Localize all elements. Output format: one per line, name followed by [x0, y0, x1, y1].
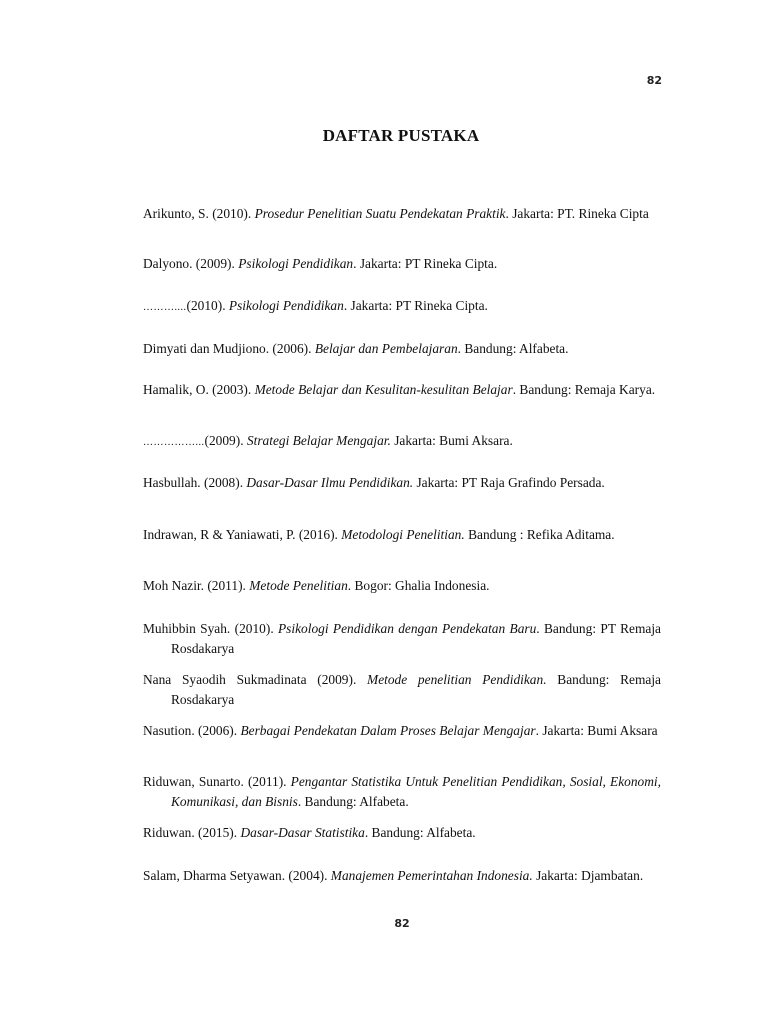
reference-item [143, 671, 661, 709]
reference-item [143, 255, 661, 275]
reference-title: Metode Penelitian [249, 578, 348, 593]
reference-item [143, 722, 661, 742]
reference-author-year: Dalyono. (2009). [143, 256, 239, 271]
reference-title: Dasar-Dasar Statistika [240, 825, 365, 840]
reference-item [143, 205, 661, 225]
reference-title: Berbagai Pendekatan Dalam Proses Belajar Mengajar [240, 723, 536, 738]
reference-item [143, 432, 661, 452]
reference-publisher: . Bogor: Ghalia Indonesia. [347, 578, 490, 593]
reference-item [143, 297, 661, 317]
reference-publisher: . Bandung: Alfabeta. [297, 794, 409, 809]
reference-publisher: Jakarta: Bumi Aksara. [390, 433, 513, 448]
reference-title: Strategi Belajar Mengajar. [246, 433, 391, 448]
reference-item [143, 474, 661, 494]
reference-title: Dasar-Dasar Ilmu Pendidikan. [246, 475, 414, 490]
reference-title: Pengantar Statistika Untuk Penelitian Pendidikan, Sosial, Ekonomi, Komunikasi, dan Bisnis [171, 774, 661, 809]
reference-author-year: Arikunto, S. (2010). [143, 206, 255, 221]
reference-item [143, 824, 661, 844]
reference-title: Prosedur Penelitian Suatu Pendekatan Praktik [254, 206, 506, 221]
reference-publisher: . Bandung: Alfabeta. [457, 341, 569, 356]
reference-item [143, 867, 661, 887]
page-number-bottom: 82 [394, 917, 410, 930]
reference-publisher: Bandung: Remaja Rosdakarya [171, 672, 662, 707]
reference-item [143, 340, 661, 360]
reference-publisher: . Bandung: Alfabeta. [364, 825, 476, 840]
reference-publisher: . Jakarta: Bumi Aksara [535, 723, 658, 738]
reference-author-year: Hamalik, O. (2003). [143, 382, 255, 397]
reference-author-year: Muhibbin Syah. (2010). [143, 621, 278, 636]
ditto-dots: ……………... [143, 437, 205, 448]
reference-item [143, 381, 661, 401]
reference-publisher: . Bandung: Remaja Karya. [512, 382, 656, 397]
reference-title: Psikologi Pendidikan [238, 256, 354, 271]
reference-item [143, 577, 661, 597]
reference-author-year: Nasution. (2006). [143, 723, 241, 738]
reference-author-year: Nana Syaodih Sukmadinata (2009). [143, 672, 368, 687]
reference-item [143, 620, 661, 658]
reference-title: Manajemen Pemerintahan Indonesia. [330, 868, 533, 883]
reference-item [143, 773, 661, 811]
reference-publisher: . Bandung: PT Remaja Rosdakarya [171, 621, 661, 656]
reference-author-year: Moh Nazir. (2011). [143, 578, 250, 593]
page-title: DAFTAR PUSTAKA [322, 126, 480, 145]
reference-author-year: Riduwan, Sunarto. (2011). [143, 774, 291, 789]
reference-publisher: Jakarta: Djambatan. [532, 868, 644, 883]
page-number-top: 82 [646, 74, 662, 87]
reference-title: Metodologi Penelitian. [341, 527, 465, 542]
ditto-dots: ……….... [143, 302, 187, 313]
reference-publisher: . Jakarta: PT. Rineka Cipta [505, 206, 649, 221]
reference-title: Metode penelitian Pendidikan. [367, 672, 547, 687]
reference-author-year: (2010). [186, 298, 229, 313]
reference-author-year: (2009). [204, 433, 247, 448]
reference-publisher: Jakarta: PT Raja Grafindo Persada. [413, 475, 605, 490]
reference-author-year: Dimyati dan Mudjiono. (2006). [143, 341, 315, 356]
reference-item [143, 526, 661, 546]
reference-author-year: Riduwan. (2015). [143, 825, 241, 840]
reference-title: Psikologi Pendidikan [228, 298, 344, 313]
reference-author-year: Salam, Dharma Setyawan. (2004). [143, 868, 331, 883]
reference-publisher: . Jakarta: PT Rineka Cipta. [343, 298, 488, 313]
reference-title: Psikologi Pendidikan dengan Pendekatan Baru [278, 621, 537, 636]
reference-author-year: Indrawan, R & Yaniawati, P. (2016). [143, 527, 342, 542]
reference-publisher: . Jakarta: PT Rineka Cipta. [353, 256, 498, 271]
reference-title: Belajar dan Pembelajaran [314, 341, 458, 356]
reference-publisher: Bandung : Refika Aditama. [464, 527, 615, 542]
reference-author-year: Hasbullah. (2008). [143, 475, 247, 490]
reference-title: Metode Belajar dan Kesulitan-kesulitan Belajar [254, 382, 513, 397]
